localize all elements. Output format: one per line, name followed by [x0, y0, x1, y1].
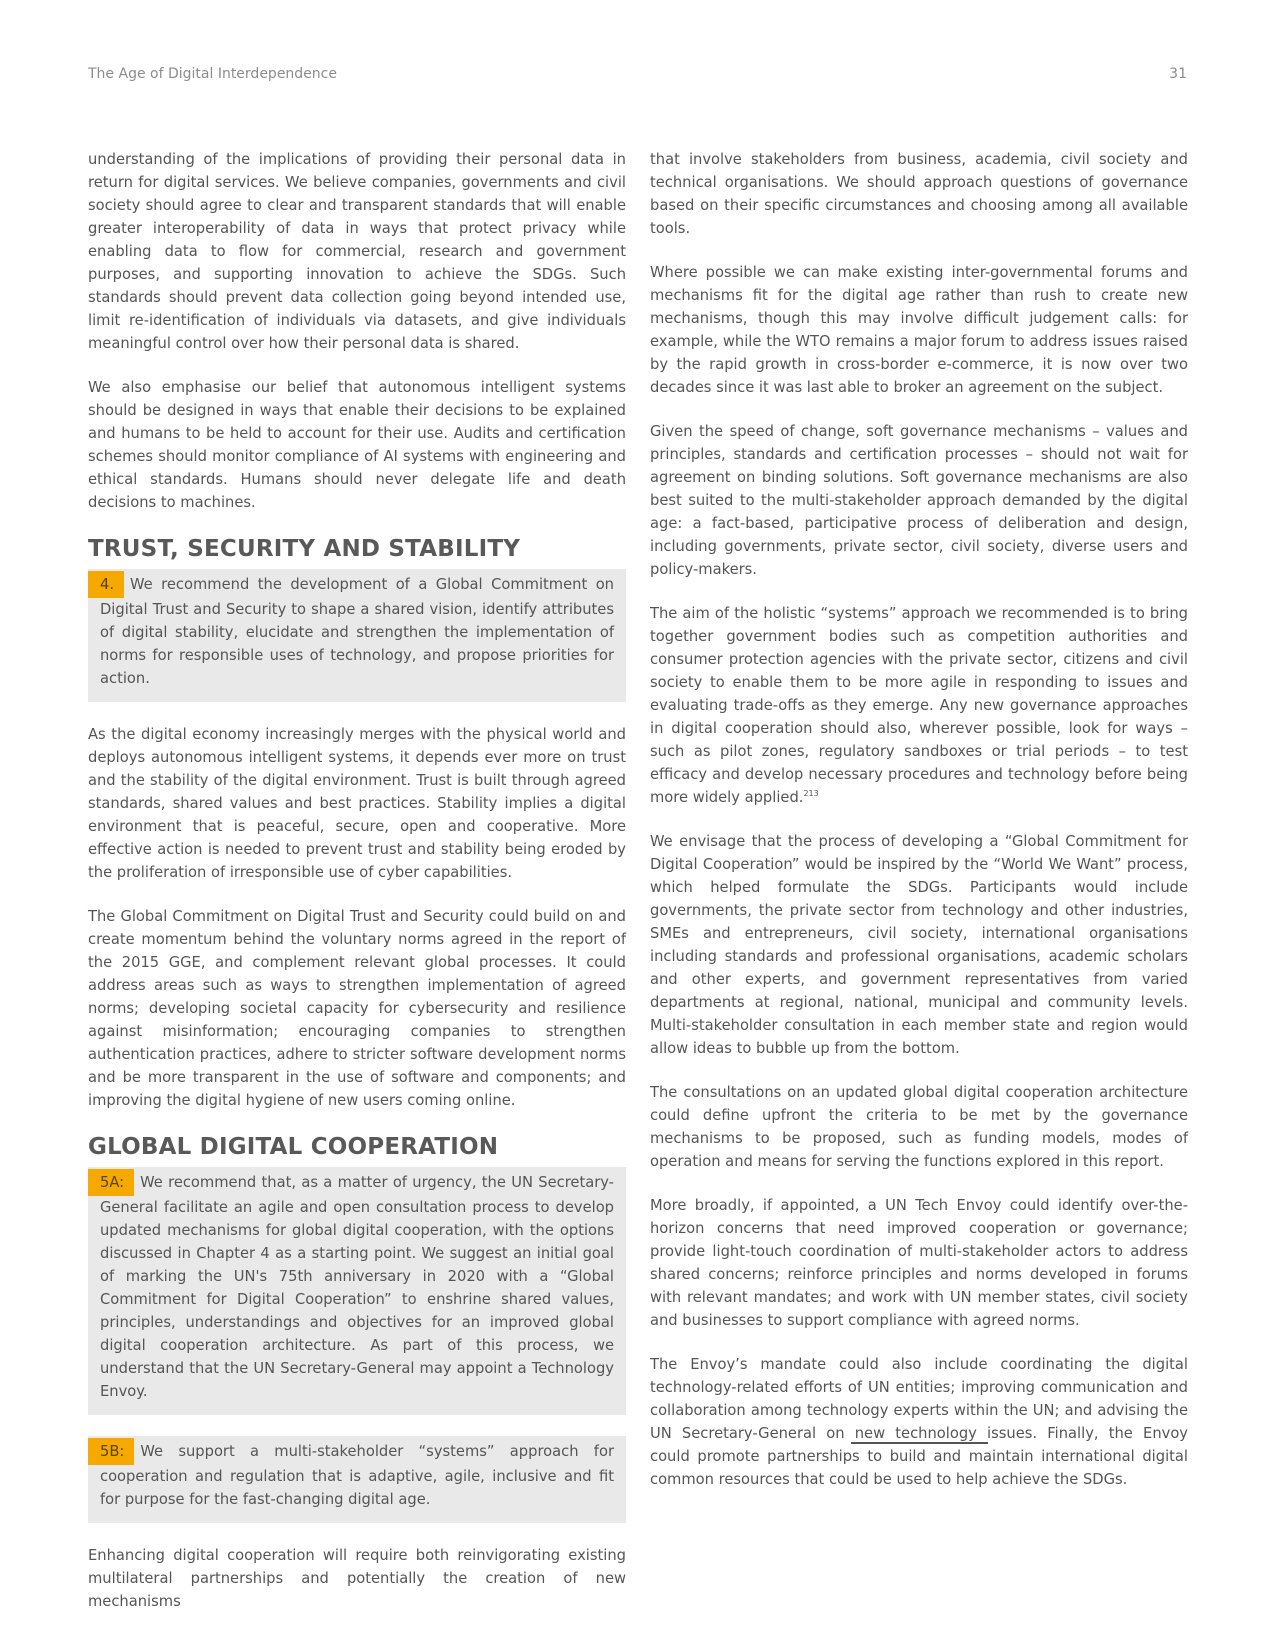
paragraph: understanding of the implications of providing their personal data in return for digital services. We believe companies, governments and civil society should agree to clear and transparent standards that will enable greater interoperability of data in ways that protect privacy while enabling data to flow for commercial, research and government purposes, and supporting innovation to achieve the SDGs. Such standards should prevent data collection going beyond intended use, limit re-identification of individuals via datasets, and give individuals meaningful control over how their personal data is shared.: [88, 151, 626, 352]
paragraph: [650, 602, 1188, 809]
recommendation-tag: 5A:: [88, 1169, 134, 1196]
recommendation-tag: 4.: [88, 571, 124, 598]
recommendation-box-5b: [88, 1436, 626, 1523]
recommendation-text: We support a multi-stakeholder “systems” approach for cooperation and regulation that is adaptive, agile, inclusive and fit for purpose for the fast-changing digital age.: [100, 1443, 614, 1508]
paragraph: Where possible we can make existing inter-governmental forums and mechanisms fit for the digital age rather than rush to create new mechanisms, though this may involve difficult judgement calls: for example, while the WTO remains a major forum to address issues raised by the rapid growth in cross-border e-commerce, it is now over two decades since it was last able to broker an agreement on the subject.: [650, 264, 1188, 396]
section-heading-global: GLOBAL DIGITAL COOPERATION: [88, 1134, 499, 1160]
paragraph: The consultations on an updated global digital cooperation architecture could define upfront the criteria to be met by the governance mechanisms to be proposed, such as funding models, modes of operation and means for serving the functions explored in this report.: [650, 1084, 1188, 1170]
paragraph: We envisage that the process of developing a “Global Commitment for Digital Cooperation” would be inspired by the “World We Want” process, which helped formulate the SDGs. Participants would include governments, the private sector from technology and other industries, SMEs and entrepreneurs, civil society, international organisations including standards and professional organisations, academic scholars and other experts, and government representatives from varied departments at regional, national, municipal and community levels. Multi-stakeholder consultation in each member state and region would allow ideas to bubble up from the bottom.: [650, 833, 1188, 1057]
page-number: 31: [1169, 66, 1187, 82]
paragraph: Given the speed of change, soft governance mechanisms – values and principles, standards and certification processes – should not wait for agreement on binding solutions. Soft governance mechanisms are also best suited to the multi-stakeholder approach demanded by the digital age: a fact-based, participative process of deliberation and design, including governments, private sector, civil society, diverse users and policy-makers.: [650, 423, 1188, 578]
paragraph: that involve stakeholders from business, academia, civil society and technical organisations. We should approach questions of governance based on their specific circumstances and choosing among all available tools.: [650, 151, 1188, 237]
paragraph: Enhancing digital cooperation will require both reinvigorating existing multilateral partnerships and potentially the creation of new mechanisms: [88, 1547, 626, 1610]
footnote-ref[interactable]: 213: [803, 789, 819, 799]
running-header: [88, 66, 1187, 82]
paragraph: The Global Commitment on Digital Trust and Security could build on and create momentum behind the voluntary norms agreed in the report of the 2015 GGE, and complement relevant global processes. It could address areas such as ways to strengthen implementation of agreed norms; developing societal capacity for cybersecurity and resilience against misinformation; encouraging companies to strengthen authentication practices, adhere to stricter software development norms and be more transparent in the use of software and components; and improving the digital hygiene of new users coming online.: [88, 908, 626, 1109]
recommendation-tag: 5B:: [88, 1438, 134, 1465]
recommendation-text: We recommend that, as a matter of urgency, the UN Secretary-General facilitate an agile and open consultation process to develop updated mechanisms for global digital cooperation, with the options discussed in Chapter 4 as a starting point. We suggest an initial goal of marking the UN's 75th anniversary in 2020 with a “Global Commitment for Digital Cooperation” to enshrine shared values, principles, understandings and objectives for an improved global digital cooperation architecture. As part of this process, we understand that the UN Secretary-General may appoint a Technology Envoy.: [100, 1174, 614, 1400]
left-column: [88, 148, 626, 1613]
recommendation-box-4: [88, 569, 626, 702]
paragraph: The Envoy’s mandate could also include coordinating the digital technology-related efforts of UN entities; improving communication and collaboration among technology experts within the UN; and advising the UN Secretary-General on new technology issues. Finally, the Envoy could promote partnerships to build and maintain international digital common resources that could be used to help achieve the SDGs.: [650, 1356, 1188, 1488]
section-end-rule: [851, 1442, 988, 1444]
paragraph: We also emphasise our belief that autonomous intelligent systems should be designed in ways that enable their decisions to be explained and humans to be held to account for their use. Audits and certification schemes should monitor compliance of AI systems with engineering and ethical standards. Humans should never delegate life and death decisions to machines.: [88, 379, 626, 511]
paragraph: As the digital economy increasingly merges with the physical world and deploys autonomous intelligent systems, it depends ever more on trust and the stability of the digital environment. Trust is built through agreed standards, shared values and best practices. Stability implies a digital environment that is peaceful, secure, open and cooperative. More effective action is needed to prevent trust and stability being eroded by the proliferation of irresponsible use of cyber capabilities.: [88, 726, 626, 881]
recommendation-box-5a: [88, 1167, 626, 1415]
section-heading-trust: TRUST, SECURITY AND STABILITY: [88, 536, 521, 562]
paragraph-text: The aim of the holistic “systems” approach we recommended is to bring together government bodies such as competition authorities and consumer protection agencies with the private sector, citizens and civil society to enable them to be more agile in responding to issues and evaluating trade-offs as they emerge. Any new governance approaches in digital cooperation should also, wherever possible, look for ways – such as pilot zones, regulatory sandboxes or trial periods – to test efficacy and develop necessary procedures and technology before being more widely applied.: [650, 605, 1188, 806]
document-title: The Age of Digital Interdependence: [88, 66, 337, 82]
right-column: [650, 148, 1188, 1512]
recommendation-text: We recommend the development of a Global Commitment on Digital Trust and Security to shape a shared vision, identify attributes of digital stability, elucidate and strengthen the implementation of norms for responsible uses of technology, and propose priorities for action.: [100, 576, 614, 687]
paragraph: More broadly, if appointed, a UN Tech Envoy could identify over-the-horizon concerns that need improved cooperation or governance; provide light-touch coordination of multi-stakeholder actors to address shared concerns; reinforce principles and norms developed in forums with relevant mandates; and work with UN member states, civil society and businesses to support compliance with agreed norms.: [650, 1197, 1188, 1329]
